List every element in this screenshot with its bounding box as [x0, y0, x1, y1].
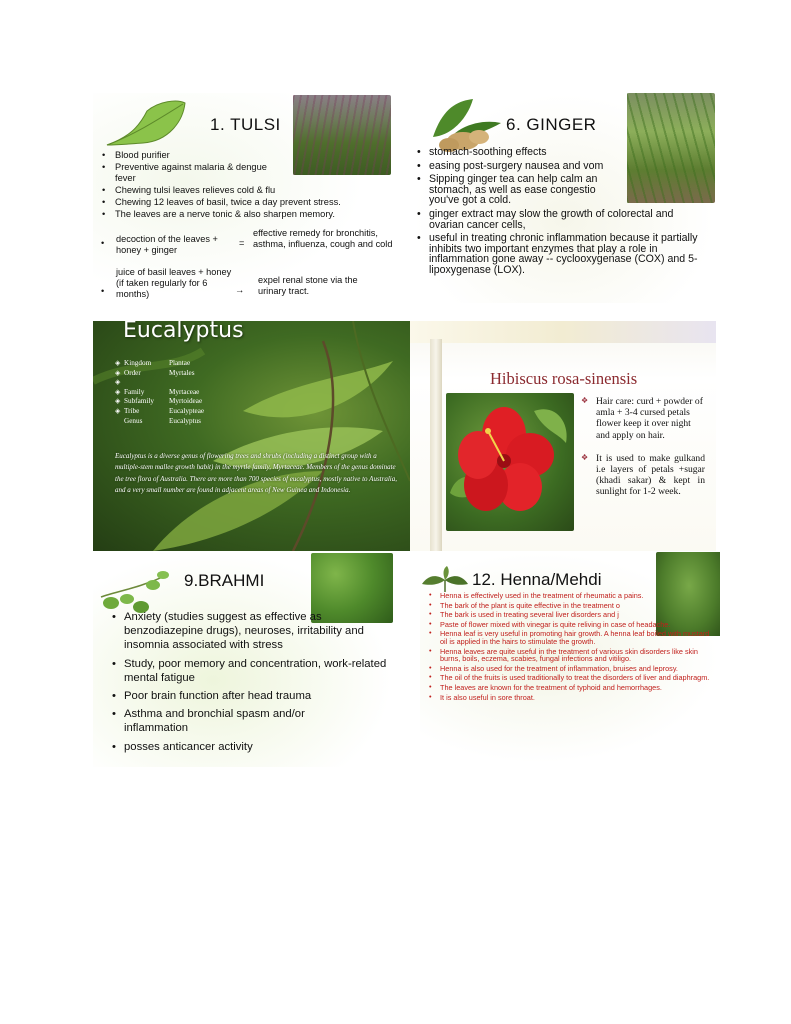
hibiscus-title: Hibiscus rosa-sinensis	[490, 369, 638, 388]
taxonomy-row: ◈ Family Myrtaceae	[115, 387, 200, 396]
list-item: • Henna is also used for the treatment of inflammation, bruises and leprosy.	[428, 665, 710, 673]
list-item: • Blood purifier	[101, 150, 391, 161]
tulsi-title: 1. TULSI	[210, 115, 281, 134]
list-item: • Henna leaves are quite useful in the treatment of various skin disorders like skin burns, boils, eczema, scabies, fungal infections and vitiligo.	[428, 648, 710, 663]
taxonomy-row: Genus Eucalyptus	[124, 416, 201, 425]
list-item: • posses anticancer activity	[111, 740, 391, 754]
ginger-title: 6. GINGER	[506, 115, 597, 134]
brahmi-points	[111, 610, 391, 758]
list-item: • Paste of flower mixed with vinegar is quite reliving in case of headache.	[428, 621, 680, 629]
list-item: • The leaves are known for the treatment of typhoid and hemorrhages.	[428, 684, 665, 692]
list-item: • Henna is effectively used in the treatment of rheumatic a pains.	[428, 592, 656, 600]
eucalyptus-description: Eucalyptus is a diverse genus of flowering trees and shrubs (including a distinct group with a multiple-stem mallee growth habit) in the myrtle family, Myrtaceae. Members of the genus dominate the tree flora of Australia. There are more than 700 species of eucalyptus, mostly native to Australia, and a very small number are found in adjacent areas of New Guinea and Indonesia.	[115, 452, 397, 495]
list-item: • Henna leaf is very useful in promoting hair growth. A henna leaf boiled with mustard oil is applied in the hairs to stimulate the growth.	[428, 630, 710, 645]
ginger-slide	[413, 93, 715, 303]
list-item: • ginger extract may slow the growth of colorectal and ovarian cancer cells,	[415, 209, 705, 230]
list-item: • stomach-soothing effects	[415, 147, 705, 158]
list-item: • easing post-surgery nausea and vom	[415, 161, 705, 172]
list-item: • Asthma and bronchial spasm and/or inflammation	[111, 707, 334, 735]
remedy-ingredients: juice of basil leaves + honey (if taken regularly for 6 months)	[116, 267, 232, 299]
list-item: • It is also useful in sore throat.	[428, 694, 710, 702]
list-item: • Chewing 12 leaves of basil, twice a day prevent stress.	[101, 197, 391, 208]
list-item: • The bark is used in treating several liver disorders and j	[428, 611, 710, 619]
list-item: • Preventive against malaria & dengue fever	[101, 162, 275, 184]
hibiscus-points	[585, 396, 705, 510]
hibiscus-flower-photo	[446, 393, 574, 531]
brahmi-title: 9.BRAHMI	[184, 571, 265, 590]
basil-juice-remedy: • juice of basil leaves + honey (if taken regularly for 6 months) → expel renal stone via the urinary tract.	[101, 267, 393, 315]
tulsi-leaf-image	[99, 97, 189, 153]
list-item: • useful in treating chronic inflammation because it partially inhibits two important enzymes that play a role in inflammation gone away -- cyclooxygenase (COX) and 5-lipoxygenase (LOX).	[415, 233, 705, 275]
list-item: ❖ Hair care: curd + powder of amla + 3-4 cursed petals flower keep it over night and apply on hair.	[585, 396, 705, 441]
taxonomy-row: ◈ Kingdom Plantae	[115, 359, 191, 367]
decorative-pillar	[430, 339, 442, 551]
arrow-icon: →	[235, 285, 245, 295]
brahmi-plant-image	[97, 561, 177, 617]
list-item: • Anxiety (studies suggest as effective as benzodiazepine drugs), neuroses, irritability and insomnia associated with stress	[111, 610, 391, 653]
equals-sign: =	[239, 238, 245, 248]
remedy-effect: expel renal stone via the urinary tract.	[258, 275, 358, 296]
decorative-band	[410, 321, 716, 343]
henna-points	[428, 592, 710, 703]
list-item: • Chewing tulsi leaves relieves cold & flu	[101, 185, 391, 196]
list-item: • The bark of the plant is quite effective in the treatment o	[428, 602, 710, 610]
list-item: • Poor brain function after head trauma	[111, 689, 391, 703]
remedy-effect: effective remedy for bronchitis, asthma, influenza, cough and cold	[253, 228, 393, 249]
taxonomy-row: ◈ Order Myrtales	[115, 368, 195, 377]
list-item: ❖ It is used to make gulkand i.e layers of petals +sugar (khadi sakar) & kept in sunlight for 1-2 week.	[585, 453, 705, 498]
list-item: • The oil of the fruits is used traditionally to treat the disorders of liver and diaphragm.	[428, 674, 710, 682]
taxonomy-row: ◈ Subfamily Myrtoideae	[115, 397, 203, 406]
list-item: • Sipping ginger tea can help calm an stomach, as well as ease congestio you've got a cold.	[415, 174, 624, 206]
eucalyptus-title: Eucalyptus	[123, 321, 244, 343]
hibiscus-slide	[410, 321, 716, 551]
henna-title: 12. Henna/Mehdi	[472, 570, 602, 589]
taxonomy-row: ◈ Tribe Eucalypteae	[115, 406, 205, 415]
henna-slide	[420, 552, 720, 764]
tulsi-points	[101, 150, 391, 221]
list-item: • Study, poor memory and concentration, work-related mental fatigue	[111, 657, 391, 685]
taxonomy-table	[115, 359, 204, 426]
eucalyptus-slide	[93, 321, 410, 551]
decoction-remedy: • decoction of the leaves + honey + ginger = effective remedy for bronchitis, asthma, influenza, cough and cold	[101, 228, 393, 255]
ginger-points	[415, 147, 705, 279]
remedy-ingredients: decoction of the leaves + honey + ginger	[116, 234, 218, 255]
hibiscus-flower-icon	[446, 393, 574, 531]
taxonomy-row: ◈	[115, 378, 121, 387]
eucalyptus-leaves-image	[93, 321, 410, 551]
list-item: • The leaves are a nerve tonic & also sharpen memory.	[101, 209, 391, 220]
tulsi-slide	[93, 93, 395, 315]
brahmi-slide	[93, 551, 393, 767]
